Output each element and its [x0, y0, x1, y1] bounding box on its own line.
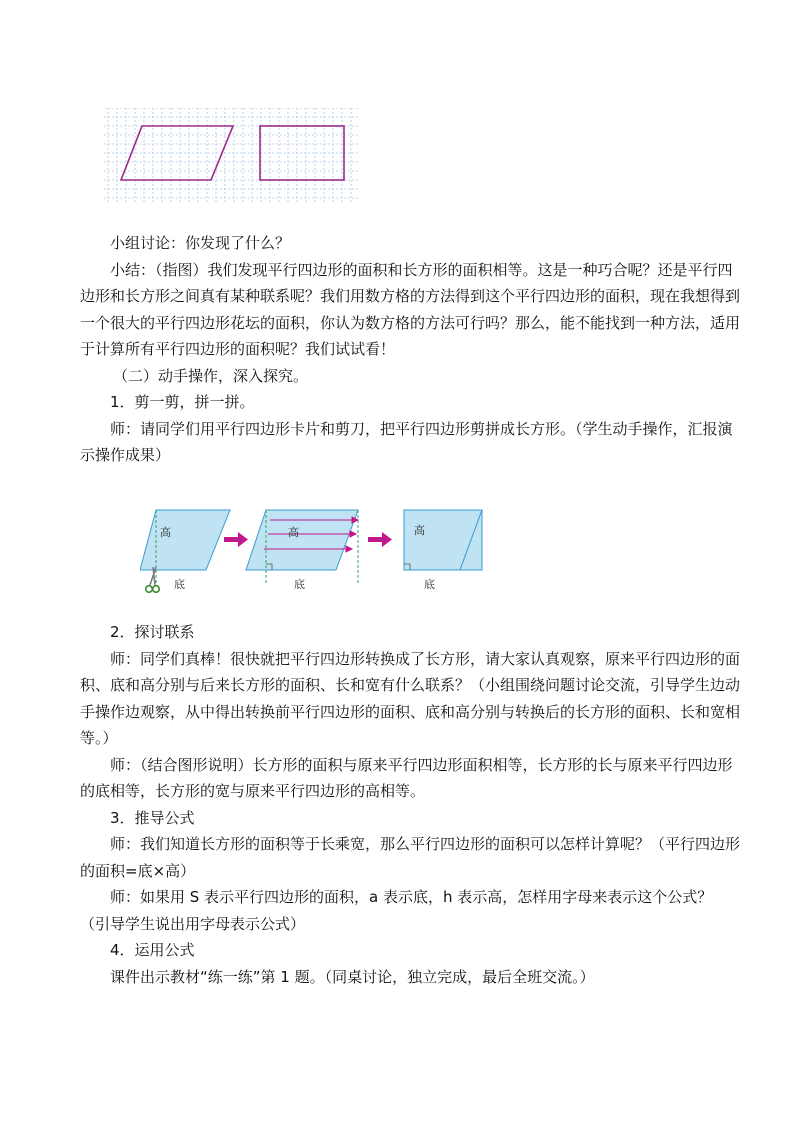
step-4-paragraph: 课件出示教材“练一练”第 1 题。（同桌讨论，独立完成，最后全班交流。） [110, 967, 595, 986]
step-2-paragraph: 师：同学们真棒！很快就把平行四边形转换成了长方形，请大家认真观察，原来平行四边形的面积、底和高分别与后来长方形的面积、长和宽有什么联系？（小组围绕问题讨论交流，引导学生边动手操作边观察，从中得出转换前平行四边形的面积、底和高分别与转换后的长方形的面积、长和宽相等。） [80, 649, 741, 747]
step-2-heading: 2．探讨联系 [110, 623, 195, 641]
summary-paragraph: 小结：（指图）我们发现平行四边形的面积和长方形的面积相等。这是一种巧合呢？还是平行四边形和长方形之间真有某种联系呢？我们用数方格的方法得到这个平行四边形的面积，现在我想得到一个很大的平行四边形花坛的面积，你认为数方格的方法可行吗？那么，能不能找到一种方法，适用于计算所有平行四边形的面积呢？我们试试看！ [80, 260, 741, 358]
step-4-heading: 4．运用公式 [110, 941, 195, 959]
cut-and-rearrange-figure [140, 494, 492, 602]
discussion-prompt: 小组讨论：你发现了什么？ [110, 234, 291, 252]
step-2-explanation: 师：（结合图形说明）长方形的面积与原来平行四边形面积相等，长方形的长与原来平行四边形的底相等，长方形的宽与原来平行四边形的高相等。 [80, 755, 733, 800]
text-section-2 [80, 619, 740, 990]
base-label: 底 [424, 578, 435, 591]
step-3-formula-question: 师：如果用 S 表示平行四边形的面积，a 表示底，h 表示高，怎样用字母来表示这个公式？（引导学生说出用字母表示公式） [80, 888, 713, 933]
base-label: 底 [174, 578, 185, 591]
text-section-1 [80, 230, 740, 469]
grid-figure [104, 108, 360, 204]
step-1-paragraph: 师：请同学们用平行四边形卡片和剪刀，把平行四边形剪拼成长方形。（学生动手操作，汇报演示操作成果） [80, 419, 733, 464]
step-3-paragraph: 师：我们知道长方形的面积等于长乘宽，那么平行四边形的面积可以怎样计算呢？（平行四边形的面积=底×高） [80, 835, 741, 880]
height-label: 高 [160, 526, 171, 539]
step-1-heading: 1．剪一剪，拼一拼。 [110, 393, 255, 411]
base-label: 底 [294, 578, 305, 591]
section-heading: （二）动手操作，深入探究。 [113, 366, 309, 385]
square-grid [104, 108, 360, 204]
height-label: 高 [414, 524, 425, 537]
height-label: 高 [288, 526, 299, 539]
step-3-heading: 3．推导公式 [110, 808, 195, 827]
